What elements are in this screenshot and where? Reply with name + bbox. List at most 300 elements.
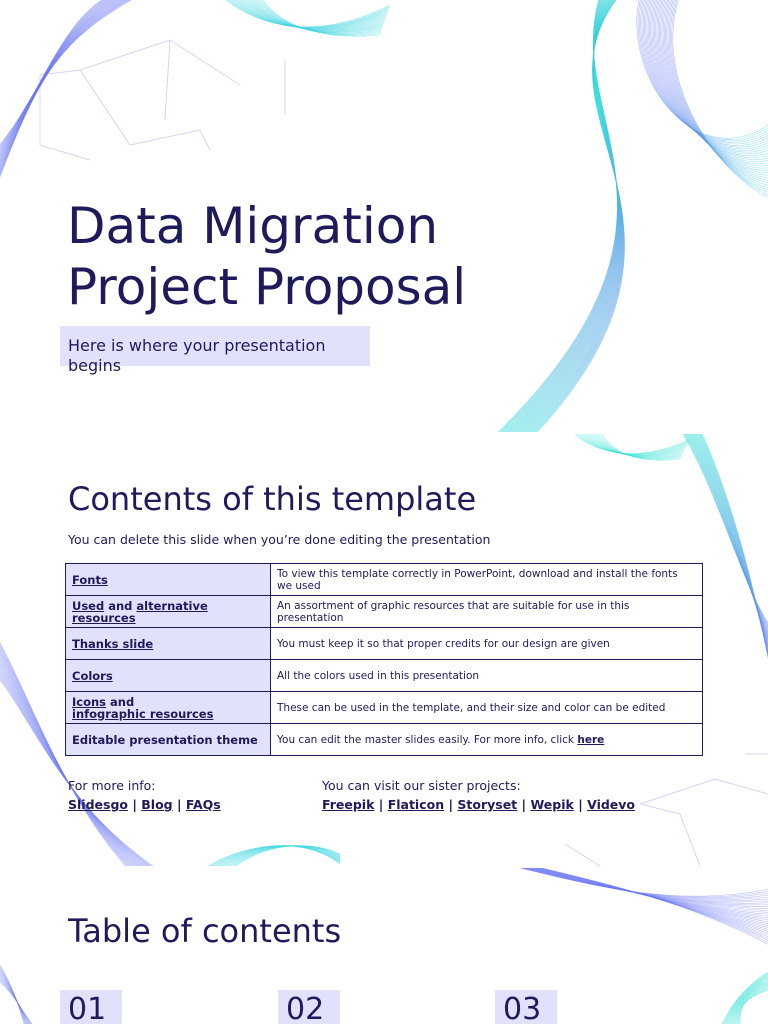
wave-line <box>697 434 768 686</box>
table-row <box>66 564 703 596</box>
wave-line <box>0 958 25 1024</box>
wave-line <box>243 0 384 31</box>
wave-line <box>723 971 768 1024</box>
wave-line <box>584 434 685 456</box>
row-description <box>271 724 703 756</box>
flaticon-link[interactable]: Flaticon <box>387 797 445 812</box>
wave-line <box>514 0 621 432</box>
separator: | <box>448 797 458 812</box>
wave-line <box>0 0 134 182</box>
wave-line <box>507 868 768 909</box>
wave-line <box>0 0 119 162</box>
wave-line <box>673 0 768 200</box>
wave-line <box>202 846 340 866</box>
wave-line <box>250 0 383 33</box>
wave-line <box>592 434 683 458</box>
contents-slide <box>0 434 768 866</box>
wave-line <box>502 0 619 432</box>
network-line <box>40 145 90 160</box>
wave-line <box>260 0 380 36</box>
wave-line <box>529 0 624 432</box>
wave-line <box>221 846 340 866</box>
network-line <box>130 130 200 145</box>
table-row <box>66 628 703 660</box>
wave-line <box>644 0 768 147</box>
wave-line <box>700 434 768 694</box>
wave-line <box>721 969 768 1024</box>
wave-line <box>647 0 768 150</box>
wave-line <box>512 868 768 923</box>
wave-line <box>597 434 681 459</box>
wave-line <box>0 0 138 187</box>
wave-line <box>211 846 340 866</box>
wave-line <box>651 0 768 156</box>
wave-line <box>729 977 768 1024</box>
wave-line <box>639 0 768 141</box>
wave-line <box>517 868 768 938</box>
wave-line <box>657 0 768 166</box>
wave-line <box>528 0 624 432</box>
row-title <box>66 660 271 692</box>
wave-line <box>578 434 687 455</box>
wave-line <box>501 0 618 432</box>
row-title <box>66 724 271 756</box>
wave-line <box>517 0 622 432</box>
wave-line <box>662 0 768 175</box>
wave-line <box>206 846 340 866</box>
wave-line <box>641 0 768 142</box>
section-number: 03 <box>503 992 542 1024</box>
wave-line <box>656 0 768 164</box>
more-info-label: For more info: <box>68 778 156 793</box>
wave-line <box>664 0 768 181</box>
wave-line <box>595 434 681 459</box>
wave-line <box>0 972 32 1024</box>
network-line <box>565 844 600 866</box>
wave-line <box>0 0 130 176</box>
wave-line <box>0 0 132 179</box>
wave-line <box>527 0 624 432</box>
wave-line <box>209 846 340 866</box>
separator: | <box>176 797 186 812</box>
wave-line <box>731 979 768 1024</box>
wave-line <box>598 434 680 460</box>
wave-line <box>511 868 768 921</box>
wave-line <box>672 0 768 197</box>
wave-line <box>661 0 768 173</box>
freepik-link[interactable]: Freepik <box>322 797 375 812</box>
wave-line <box>654 0 768 162</box>
wave-line <box>492 0 618 432</box>
wave-line <box>667 0 768 186</box>
sister-projects-block <box>322 776 635 814</box>
wave-line <box>515 868 768 934</box>
wave-line <box>245 0 384 31</box>
wave-line <box>0 0 115 157</box>
wave-line <box>530 0 625 432</box>
row-title <box>66 692 271 724</box>
wave-line <box>225 846 340 866</box>
separator: | <box>578 797 588 812</box>
table-of-contents-slide <box>0 868 768 1024</box>
wave-line <box>740 988 768 1024</box>
wave-line <box>0 0 136 184</box>
wave-line <box>505 868 768 903</box>
wave-line <box>227 846 340 866</box>
wave-line <box>734 982 768 1024</box>
row-title <box>66 564 271 596</box>
fonts-link[interactable]: Fonts <box>72 572 108 587</box>
wave-line <box>514 868 768 929</box>
wave-line <box>495 0 618 432</box>
separator: | <box>132 797 142 812</box>
wave-line <box>497 0 618 432</box>
wave-line <box>506 868 768 907</box>
row-description: To view this template correctly in PowerPoint, download and install the fonts we used <box>271 564 703 596</box>
wave-line <box>257 0 381 35</box>
more-info-links <box>68 795 221 814</box>
wave-line <box>0 0 135 183</box>
alternative-resources-link[interactable]: alternative resources <box>72 598 208 625</box>
wave-line <box>570 434 690 453</box>
wave-line <box>502 868 768 899</box>
wave-line <box>737 985 768 1024</box>
wepik-link[interactable]: Wepik <box>530 797 574 812</box>
wave-line <box>735 983 768 1024</box>
faqs-link[interactable]: FAQs <box>185 797 221 812</box>
wave-line <box>500 0 618 432</box>
wave-line <box>0 0 110 150</box>
wave-line <box>653 0 768 160</box>
wave-line <box>699 434 768 690</box>
network-line <box>165 40 170 120</box>
wave-line <box>0 0 131 178</box>
wave-line <box>225 0 389 28</box>
table-row <box>66 596 703 628</box>
wave-line <box>503 868 768 900</box>
row-title-text: and <box>104 598 137 613</box>
wave-line <box>738 986 768 1024</box>
wave-line <box>258 0 380 35</box>
wave-line <box>0 0 122 167</box>
wave-line <box>214 846 340 866</box>
blog-link[interactable]: Blog <box>141 797 173 812</box>
wave-line <box>736 984 768 1024</box>
wave-line <box>637 0 768 138</box>
wave-line <box>583 434 686 456</box>
sister-projects-links <box>322 795 635 814</box>
wave-line <box>0 964 28 1024</box>
wave-line <box>0 959 26 1024</box>
wave-line <box>490 0 617 432</box>
wave-line <box>222 846 340 866</box>
slidesgo-link[interactable]: Slidesgo <box>68 797 128 812</box>
wave-line <box>217 846 340 866</box>
wave-line <box>517 868 768 940</box>
wave-line <box>0 975 34 1024</box>
wave-line <box>0 0 116 158</box>
wave-line <box>248 0 383 32</box>
wave-line <box>494 0 618 432</box>
wave-line <box>519 868 768 944</box>
wave-line <box>508 868 768 913</box>
separator: | <box>521 797 531 812</box>
title-slide <box>0 0 768 432</box>
wave-line <box>222 0 390 27</box>
wave-line <box>669 0 768 192</box>
row-description: You must keep it so that proper credits for our design are given <box>271 628 703 660</box>
contents-note: You can delete this slide when you’re done editing the presentation <box>68 532 491 547</box>
wave-line <box>219 846 340 866</box>
wave-line <box>523 0 623 432</box>
wave-line <box>240 0 385 30</box>
wave-line <box>0 969 31 1024</box>
wave-line <box>0 962 27 1024</box>
wave-line <box>692 434 768 669</box>
wave-line <box>600 434 680 460</box>
wave-line <box>507 0 619 432</box>
wave-line <box>0 978 35 1024</box>
wave-line <box>692 434 768 671</box>
wave-line <box>698 434 768 688</box>
wave-line <box>697 434 768 684</box>
wave-line <box>253 0 381 34</box>
wave-line <box>228 0 388 28</box>
wave-line <box>648 0 768 152</box>
wave-line <box>504 868 768 902</box>
here-link[interactable]: here <box>577 733 605 746</box>
wave-line <box>233 0 386 29</box>
used-link[interactable]: Used <box>72 598 105 613</box>
wave-line <box>0 0 137 186</box>
wave-line <box>726 974 768 1024</box>
wave-line <box>255 0 381 34</box>
wave-line <box>509 868 768 915</box>
wave-line <box>693 434 768 673</box>
wave-line <box>0 0 117 160</box>
storyset-link[interactable]: Storyset <box>457 797 518 812</box>
wave-line <box>512 0 621 432</box>
row-title <box>66 628 271 660</box>
wave-line <box>695 434 768 680</box>
network-line <box>170 40 240 85</box>
network-line <box>680 814 700 866</box>
wave-line <box>0 967 29 1024</box>
wave-line <box>503 868 768 901</box>
wave-line <box>238 0 385 30</box>
wave-line <box>493 0 618 432</box>
wave-line <box>579 434 686 455</box>
row-title-text: and <box>106 694 139 709</box>
wave-line <box>500 868 768 896</box>
wave-line <box>235 0 386 29</box>
wave-line <box>228 846 340 866</box>
network-line <box>40 70 80 75</box>
wave-line <box>513 0 621 432</box>
wave-line <box>0 971 31 1024</box>
wave-line <box>0 0 139 189</box>
wave-line <box>252 0 382 33</box>
wave-line <box>518 868 768 942</box>
wave-line <box>720 968 768 1024</box>
wave-line <box>516 0 622 432</box>
wave-line <box>739 987 768 1024</box>
wave-line <box>510 868 768 919</box>
wave-line <box>0 0 121 165</box>
wave-line <box>0 0 123 168</box>
wave-line <box>220 0 390 27</box>
wave-line <box>728 976 768 1024</box>
toc-heading: Table of contents <box>68 912 342 950</box>
wave-line <box>509 0 620 432</box>
row-title <box>66 596 271 628</box>
wave-line <box>227 0 389 28</box>
wave-line <box>0 0 113 154</box>
wave-line <box>512 868 768 925</box>
wave-line <box>506 868 768 905</box>
wave-line <box>501 868 768 898</box>
table-row <box>66 692 703 724</box>
wave-line <box>203 846 340 866</box>
wave-line <box>663 0 768 178</box>
contents-heading: Contents of this template <box>68 480 477 518</box>
row-description-text: You can edit the master slides easily. For more info, click <box>277 733 578 746</box>
wave-line <box>0 0 114 156</box>
wave-line <box>733 981 768 1024</box>
wave-line <box>666 0 768 183</box>
wave-line <box>576 434 688 454</box>
wave-line <box>572 434 690 454</box>
wave-line <box>503 0 619 432</box>
wave-line <box>525 0 623 432</box>
infographic-resources-link[interactable]: infographic resources <box>72 706 214 721</box>
row-description: All the colors used in this presentation <box>271 660 703 692</box>
section-number: 02 <box>286 992 325 1024</box>
wave-line <box>519 0 622 432</box>
wave-line <box>575 434 689 454</box>
contents-table <box>65 563 703 756</box>
wave-line <box>508 868 768 911</box>
wave-line <box>501 868 768 897</box>
table-row <box>66 724 703 756</box>
presentation-title: Data Migration Project Proposal <box>67 197 467 316</box>
more-info-block <box>68 776 221 814</box>
colors-link[interactable]: Colors <box>72 668 113 683</box>
wave-line <box>508 0 619 432</box>
wave-line <box>200 846 340 866</box>
network-line <box>640 779 715 804</box>
videvo-link[interactable]: Videvo <box>587 797 636 812</box>
presentation-subtitle: Here is where your presentation begins <box>68 336 326 375</box>
wave-line <box>589 434 684 457</box>
wave-line <box>727 975 768 1024</box>
wave-line <box>511 0 621 432</box>
wave-line <box>216 846 340 866</box>
wave-line <box>0 965 29 1024</box>
network-line <box>200 130 210 150</box>
wave-line <box>0 961 26 1024</box>
wave-line <box>213 846 340 866</box>
wave-line <box>699 434 768 692</box>
icons-link[interactable]: Icons <box>72 694 107 709</box>
wave-line <box>522 0 623 432</box>
wave-line <box>646 0 768 149</box>
wave-line <box>694 434 768 675</box>
wave-line <box>724 972 768 1024</box>
wave-line <box>223 0 389 27</box>
wave-line <box>518 0 622 432</box>
section-number: 01 <box>68 992 107 1024</box>
wave-line <box>652 0 768 158</box>
wave-line <box>521 0 623 432</box>
wave-line <box>514 868 768 931</box>
wave-line <box>510 868 768 917</box>
network-line <box>80 70 130 145</box>
wave-line <box>732 980 768 1024</box>
wave-line <box>524 0 623 432</box>
wave-line <box>670 0 768 194</box>
wave-line <box>0 974 33 1024</box>
wave-line <box>643 0 768 145</box>
wave-line <box>573 434 689 454</box>
network-line <box>640 804 680 814</box>
wave-line <box>520 868 768 948</box>
wave-line <box>515 0 621 432</box>
wave-line <box>0 0 126 171</box>
wave-line <box>0 0 129 175</box>
wave-line <box>0 0 120 164</box>
wave-line <box>722 970 768 1024</box>
wave-line <box>642 0 768 144</box>
wave-line <box>0 0 124 169</box>
wave-line <box>205 846 340 866</box>
wave-line <box>0 0 128 173</box>
row-title-text: Editable presentation theme <box>72 732 258 747</box>
wave-line <box>725 973 768 1024</box>
wave-line <box>0 968 30 1024</box>
thanks-slide-link[interactable]: Thanks slide <box>72 636 154 651</box>
wave-line <box>586 434 685 456</box>
wave-line <box>224 846 340 866</box>
wave-line <box>591 434 684 457</box>
wave-line <box>516 868 768 936</box>
wave-line <box>496 0 618 432</box>
row-description: These can be used in the template, and their size and color can be edited <box>271 692 703 724</box>
wave-line <box>499 0 618 432</box>
wave-line <box>498 0 618 432</box>
wave-line <box>668 0 768 189</box>
wave-line <box>232 0 387 29</box>
wave-line <box>0 977 34 1024</box>
wave-line <box>504 0 619 432</box>
wave-line <box>587 434 684 457</box>
separator: | <box>378 797 388 812</box>
wave-line <box>230 0 388 28</box>
wave-line <box>526 0 624 432</box>
wave-line <box>659 0 768 170</box>
wave-line <box>513 868 768 927</box>
wave-line <box>0 0 133 180</box>
sister-projects-label: You can visit our sister projects: <box>322 778 521 793</box>
wave-line <box>0 0 140 190</box>
wave-line <box>696 434 768 682</box>
wave-line <box>658 0 768 168</box>
wave-line <box>0 0 111 151</box>
wave-line <box>0 0 112 153</box>
wave-line <box>208 846 340 866</box>
row-description: An assortment of graphic resources that are suitable for use in this presentation <box>271 596 703 628</box>
table-row <box>66 660 703 692</box>
